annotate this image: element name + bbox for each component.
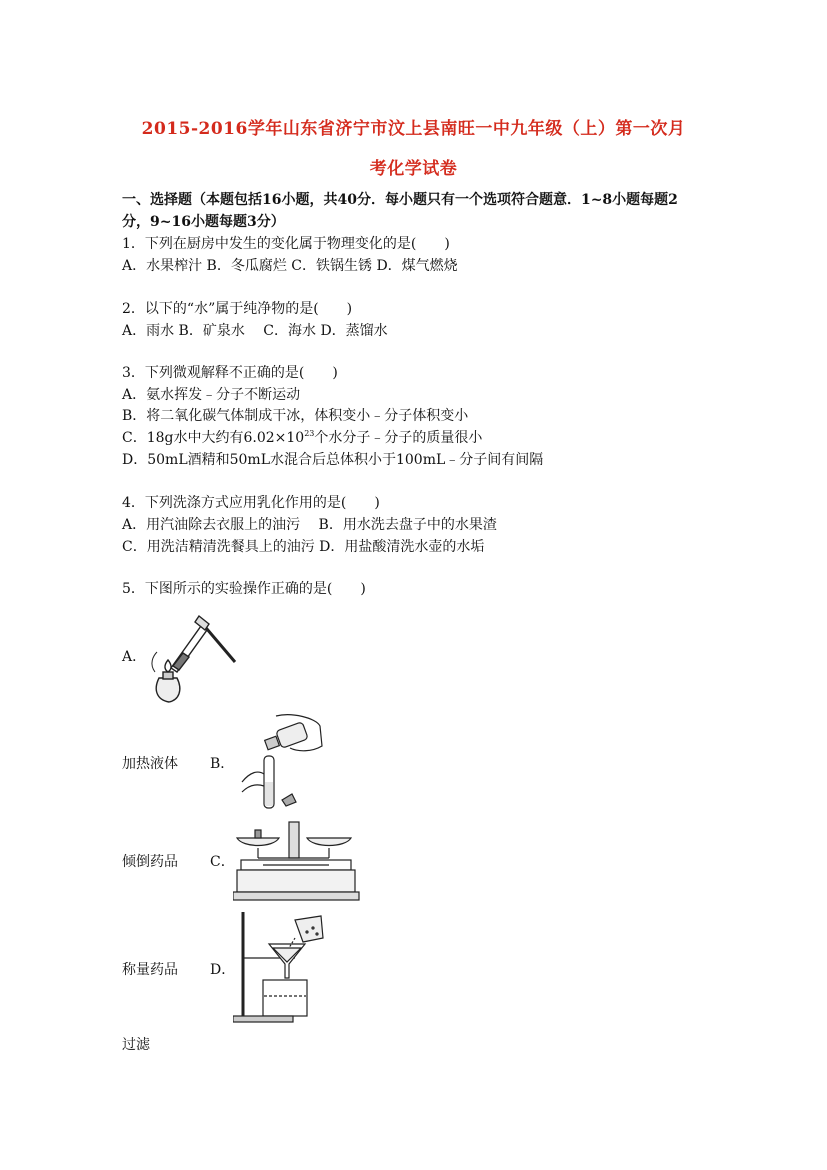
question-3-option-c-text: C．18g水中大约有6.02×10 bbox=[122, 430, 305, 446]
question-4-stem: 4．下列洗涤方式应用乳化作用的是( ) bbox=[122, 495, 380, 511]
balance-scale-drawing bbox=[233, 818, 361, 904]
section-heading-line1: 一、选择题（本题包括16小题，共40分．每小题只有一个选项符合题意．1~8小题每题2 bbox=[122, 192, 678, 208]
question-4-options-ab: A．用汽油除去衣服上的油污 B．用水洗去盘子中的水果渣 bbox=[122, 517, 497, 533]
option-c-caption: 称量药品 bbox=[122, 962, 178, 978]
question-3-option-b: B．将二氧化碳气体制成干冰，体积变小﹣分子体积变小 bbox=[122, 408, 469, 424]
heating-liquid-drawing bbox=[143, 608, 243, 706]
question-2-stem: 2．以下的“水”属于纯净物的是( ) bbox=[122, 301, 353, 317]
pouring-reagent-drawing bbox=[236, 712, 326, 812]
question-3-option-d: D．50mL酒精和50mL水混合后总体积小于100mL﹣分子间有间隔 bbox=[122, 452, 544, 468]
question-3-option-c-tail: 个水分子﹣分子的质量很小 bbox=[314, 430, 483, 446]
question-1-options: A．水果榨汁 B．冬瓜腐烂 C．铁锅生锈 D．煤气燃烧 bbox=[122, 258, 458, 274]
option-c-label: C． bbox=[210, 854, 235, 870]
question-3-option-c bbox=[122, 427, 482, 447]
option-d-label: D． bbox=[210, 962, 236, 978]
question-3-exponent: 23 bbox=[304, 429, 315, 438]
exam-title-line2: 考化学试卷 bbox=[369, 159, 458, 179]
option-b-caption: 倾倒药品 bbox=[122, 854, 178, 870]
option-d-caption: 过滤 bbox=[122, 1037, 150, 1053]
question-4-options-cd: C．用洗洁精清洗餐具上的油污 D．用盐酸清洗水壶的水垢 bbox=[122, 539, 485, 555]
option-b-label: B． bbox=[210, 756, 235, 772]
question-2-options: A．雨水 B．矿泉水 C．海水 D．蒸馏水 bbox=[122, 323, 388, 339]
option-a-caption: 加热液体 bbox=[122, 756, 178, 772]
question-3-option-a: A．氨水挥发﹣分子不断运动 bbox=[122, 387, 301, 403]
section-heading-line2: 分，9~16小题每题3分） bbox=[122, 214, 285, 230]
question-3-stem: 3．下列微观解释不正确的是( ) bbox=[122, 365, 338, 381]
exam-title-line1: 2015-2016学年山东省济宁市汶上县南旺一中九年级（上）第一次月 bbox=[141, 119, 686, 139]
question-5-stem: 5．下图所示的实验操作正确的是( ) bbox=[122, 581, 366, 597]
question-1-stem: 1．下列在厨房中发生的变化属于物理变化的是( ) bbox=[122, 236, 450, 252]
filtration-drawing bbox=[233, 908, 333, 1026]
option-a-label: A． bbox=[122, 649, 147, 665]
